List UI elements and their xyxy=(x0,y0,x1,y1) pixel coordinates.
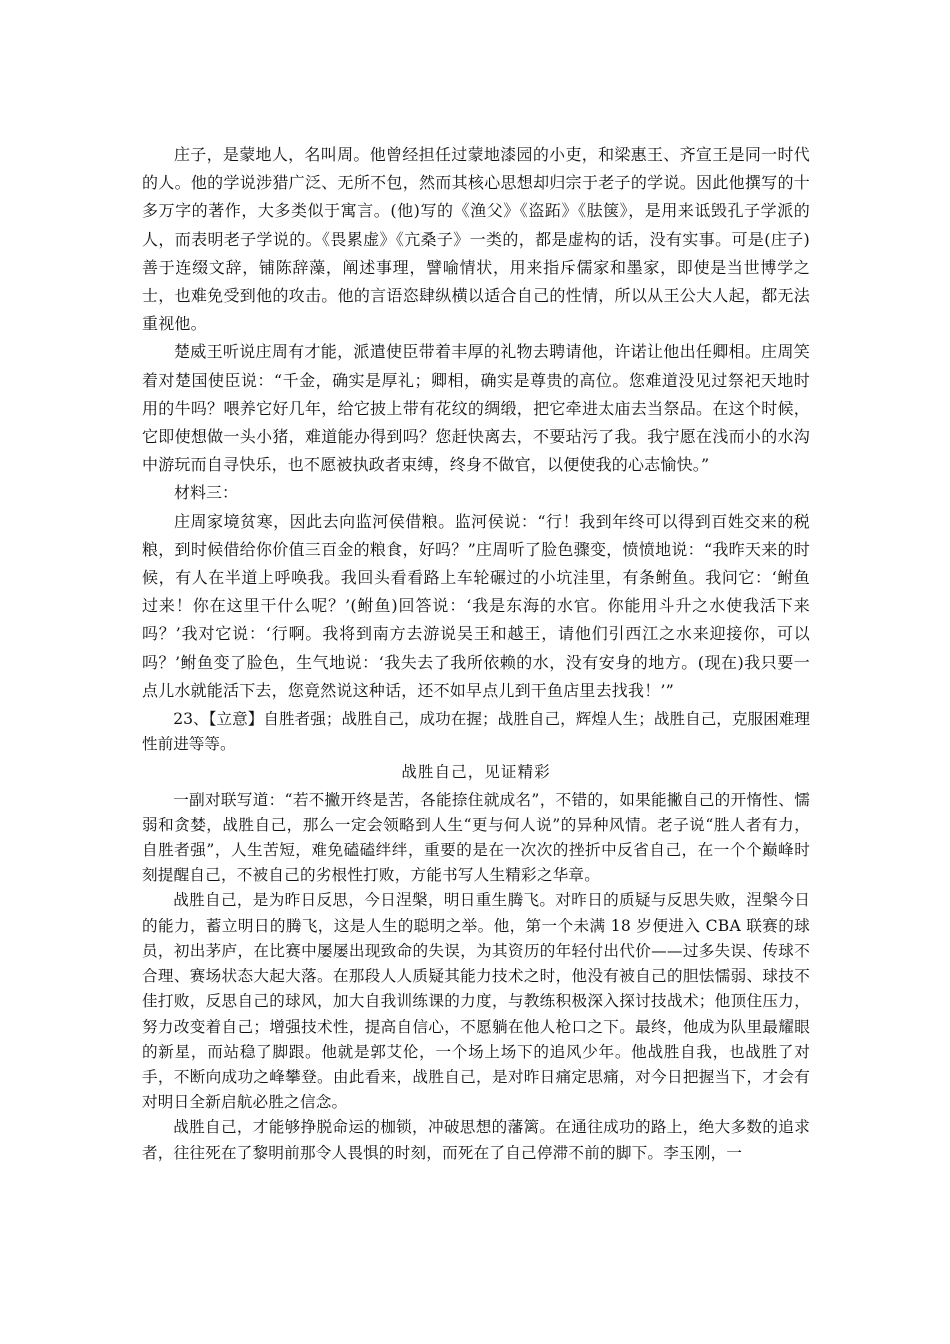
document-page xyxy=(142,141,810,1166)
material2-paragraph-1: 庄子，是蒙地人，名叫周。他曾经担任过蒙地漆园的小吏，和梁惠王、齐宣王是同一时代的人。他的学说涉猎广泛、无所不包，然而其核心思想却归宗于老子的学说。因此他撰写的十多万字的著作，大多类似于寓言。(他)写的《渔父》《盗跖》《胠箧》，是用来诋毁孔子学派的人，而表明老子学说的。《畏累虚》《亢桑子》一类的，都是虚构的话，没有实事。可是(庄子)善于连缀文辞，铺陈辞藻，阐述事理，譬喻情状，用来指斥儒家和墨家，即使是当世博学之士，也难免受到他的攻击。他的言语恣肆纵横以适合自己的性情，所以从王公大人起，都无法重视他。 xyxy=(142,145,810,334)
material3-label: 材料三： xyxy=(174,483,239,503)
material2-paragraph-2: 楚威王听说庄周有才能，派遣使臣带着丰厚的礼物去聘请他，许诺让他出任卿相。庄周笑着对楚国使臣说：“千金，确实是厚礼；卿相，确实是尊贵的高位。您难道没见过祭祀天地时用的牛吗？喂养它好几年，给它披上带有花纹的绸缎，把它牵进太庙去当祭品。在这个时候，它即使想做一头小猪，难道能办得到吗？您赶快离去，不要玷污了我。我宁愿在浅而小的水沟中游玩而自寻快乐，也不愿被执政者束缚，终身不做官，以便使我的心志愉快。” xyxy=(142,342,810,475)
essay-paragraph-3: 战胜自己，才能够挣脱命运的枷锁，冲破思想的藩篱。在通往成功的路上，绝大多数的追求者，往往死在了黎明前那令人畏惧的时刻，而死在了自己停滞不前的脚下。李玉刚，一 xyxy=(142,1118,810,1162)
essay-paragraph-2: 战胜自己，是为昨日反思，今日涅槃，明日重生腾飞。对昨日的质疑与反思失败，涅槃今日的能力，蓄立明日的腾飞，这是人生的聪明之举。他，第一个未满 18 岁便进入 CBA 联赛的球员，初出茅庐，在比赛中屡屡出现致命的失误，为其资历的年轻付出代价——过多失误、传球不合理、赛场状态大起大落。在那段人人质疑其能力技术之时，他没有被自己的胆怯懦弱、球技不佳打败，反思自己的球风，加大自我训练课的力度，与教练积极深入探讨技战术；他顶住压力，努力改变着自己；增强技术性，提高自信心，不愿躺在他人枪口之下。最终，他成为队里最耀眼的新星，而站稳了脚跟。他就是郭艾伦，一个场上场下的追风少年。他战胜自我，也战胜了对手，不断向成功之峰攀登。由此看来，战胜自己，是对昨日痛定思痛，对今日把握当下，才会有对明日全新启航必胜之信念。 xyxy=(142,891,810,1112)
essay-paragraph-1: 一副对联写道：“若不撇开终是苦，各能捺住就成名”，不错的，如果能撇自己的开惰性、懦弱和贪婪，战胜自己，那么一定会领略到人生“更与何人说”的异种风情。老子说“胜人者有力，自胜者强”，人生苦短，难免磕磕绊绊，重要的是在一次次的挫折中反省自己，在一个个巅峰时刻提醒自己，不被自己的劣根性打败，方能书写人生精彩之华章。 xyxy=(142,790,810,885)
material3-paragraph: 庄周家境贫寒，因此去向监河侯借粮。监河侯说：“行！我到年终可以得到百姓交来的税粮，到时候借给你价值三百金的粮食，好吗？”庄周听了脸色骤变，愤愤地说：“我昨天来的时候，有人在半道上呼唤我。我回头看看路上车轮碾过的小坑洼里，有条鲋鱼。我问它：‘鲋鱼过来！你在这里干什么呢？’(鲋鱼)回答说：‘我是东海的水官。你能用斗升之水使我活下来吗？’我对它说：‘行啊。我将到南方去游说吴王和越王，请他们引西江之水来迎接你，可以吗？’鲋鱼变了脸色，生气地说：‘我失去了我所依赖的水，没有安身的地方。(现在)我只要一点儿水就能活下去，您竟然说这种话，还不如早点儿到干鱼店里去找我！’” xyxy=(142,511,810,700)
q23-answer: 23、【立意】自胜者强；战胜自己，成功在握；战胜自己，辉煌人生；战胜自己，克服困难理性前进等等。 xyxy=(142,710,810,754)
essay-title: 战胜自己，见证精彩 xyxy=(401,763,551,782)
